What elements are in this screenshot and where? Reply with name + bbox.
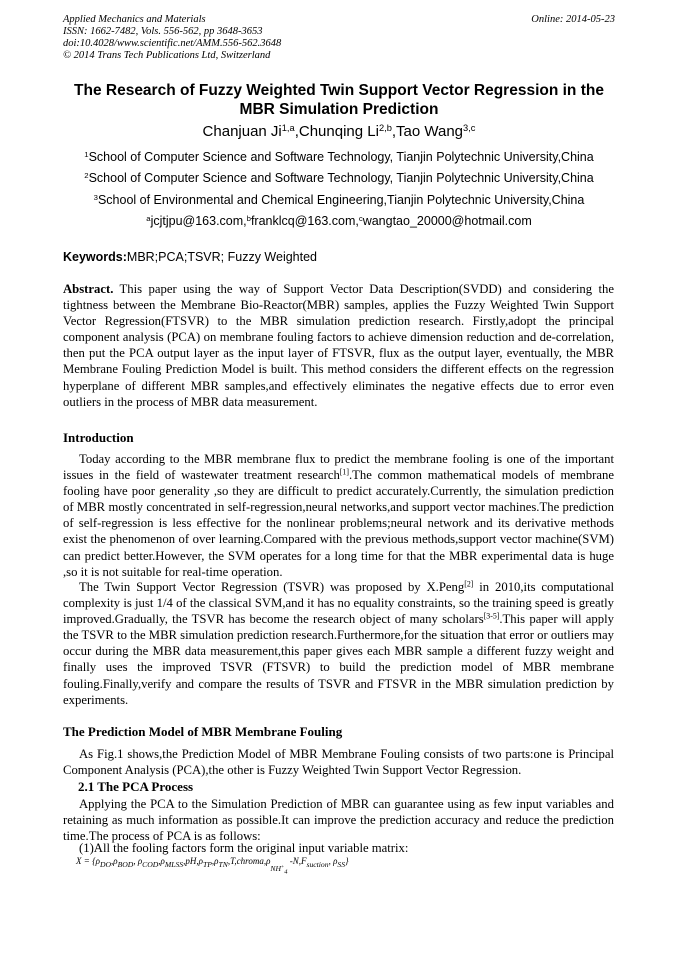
formula-subscript: MLSS [164,860,184,870]
affiliation-text: School of Computer Science and Software Technology, Tianjin Polytechnic University,China [88,171,594,185]
formula-subscript: SS [337,860,346,870]
input-variable-matrix-formula [76,856,349,875]
formula-superscript: + [281,865,285,871]
affiliation-sup: 2 [84,170,89,180]
email-sup: c [358,213,363,223]
abstract [63,281,614,410]
pca-step-1: (1)All the fooling factors form the original input variable matrix: [79,841,409,855]
email-line [0,214,678,228]
author-sup: 1,a [281,122,295,133]
formula-text: ,F [298,856,307,866]
paragraph-text: Today according to the MBR membrane flux to predict the membrane fooling is one of the important issues in the field of wastewater treatment research [63,452,614,483]
affiliation-2 [0,171,678,185]
keywords-label: Keywords: [63,250,127,264]
author-sup: 2,b [378,122,392,133]
copyright-line: © 2014 Trans Tech Publications Ltd, Switzerland [63,50,271,61]
author-sup: 3,c [463,122,476,133]
model-paragraph-1: As Fig.1 shows,the Prediction Model of MBR Membrane Fouling consists of two parts:one is Principal Component Analysis (PCA),the other is Fuzzy Weighted Twin Support Vector Regression. [63,747,614,778]
affiliation-sup: 3 [93,192,98,202]
paragraph-text: The Twin Support Vector Regression (TSVR) was proposed by X.Peng [79,580,465,594]
paragraph-text: .The common mathematical models of membrane fooling have poor generality ,so they are difficult to predict accurately.Currently, the simulation prediction of MBR mostly concentrated in self-regression,neural networks,and support vector machines.The prediction of self-regression is less effective for the nonlinear problems;neural network and its derivative methods exist the phenomenon of over learning.Compared with the previous methods,support vector machine(SVM) can predict better.However, the SVM operates for a long time for that the MBR experimental data is huge ,so it is not suitable for real-time operation. [63,468,614,579]
formula-text: X = { [76,856,96,866]
keywords [63,250,317,264]
online-date: Online: 2014-05-23 [531,14,615,25]
formula-subscript: DO [100,860,112,870]
formula-subscript: suction [306,860,329,870]
formula-text: ρ [95,856,100,866]
affiliation-3 [0,193,678,207]
paragraph-text: .This paper will apply the TSVR to the MBR simulation prediction research.Furthermore,for the situation that error or outliers may occur during the MBR data measurement,this paper gives each MBR sample a different fuzzy weight and finally uses the improved TSVR (FTSVR) to build the prediction model of MBR membrane fouling.Finally,verify and compare the results of TSVR and FTSVR in the MBR simulation prediction by experiments. [63,612,614,707]
formula-text: ,ρ [158,856,165,866]
doi-line: doi:10.4028/www.scientific.net/AMM.556-562.3648 [63,38,282,49]
section-heading-introduction: Introduction [63,430,134,445]
formula-subscript: TN [218,860,228,870]
citation[interactable]: [1] [339,467,349,477]
abstract-text: This paper using the way of Support Vector Data Description(SVDD) and considering the tightness between the Membrane Bio-Reactor(MBR) samples, applies the Fuzzy Weighted Twin Support Vector Regression(FTSVR) to the MBR simulation prediction research. Firstly,adopt the principal component analysis (PCA) on membrane fouling factors to achieve dimension reduction and de-correlation, then put the PCA output layer as the input layer of FTSVR, flux as the output layer, eventually, the MBR Membrane Fouling Prediction Model is built. This method considers the different effects on the regression hyperplane of different MBR samples,and effectively eliminates the negative effects due to error even outliers in the process of MBR data measurement. [63,282,614,409]
paper-title: The Research of Fuzzy Weighted Twin Support Vector Regression in the MBR Simulation Prediction [74,82,604,118]
affiliation-sup: 1 [84,149,89,159]
formula-text: , ρ [328,856,338,866]
formula-subscript: BOD [117,860,134,870]
email-link[interactable]: franklcq@163.com, [250,214,359,228]
email-sup: a [146,213,151,223]
affiliation-1 [0,150,678,164]
author-list: Chanjuan Ji$^{1,a}$,Chunqing Li$^{2,b}$,Tao Wang$^{3,c}$ [202,122,476,140]
section-heading-model: The Prediction Model of MBR Membrane Fouling [63,724,343,739]
affiliation-text: School of Computer Science and Software Technology, Tianjin Polytechnic University,China [88,150,594,164]
formula-subscript-index: 4 [284,868,288,876]
keywords-text: MBR;PCA;TSVR; Fuzzy Weighted [126,250,318,264]
formula-text: ρ [198,856,203,866]
formula-subscript [270,863,288,876]
paragraph-text: in 2010,its computational complexity is just 1/4 of the classical SVM,and it has no equality constraints, so the training speed is greatly improved.Gradually, the TSVR has become the research object of many scholars [63,580,614,627]
author-name: Chunqing Li [298,123,379,140]
intro-paragraph-2 [63,579,614,708]
formula-text: -N [287,856,299,866]
abstract-label: Abstract. [63,282,114,296]
subsection-heading-pca: 2.1 The PCA Process [78,779,194,794]
formula-subscript: COD [142,860,159,870]
email-link[interactable]: wangtao_20000@hotmail.com [362,214,532,228]
citation[interactable]: [3-5] [483,611,500,621]
formula-text: ,ρ [111,856,118,866]
citation[interactable]: [2] [464,579,474,589]
formula-subscript: TP [202,860,212,870]
formula-text: , ρ [133,856,143,866]
email-sup: b [246,213,251,223]
issn-line: ISSN: 1662-7482, Vols. 556-562, pp 3648-3653 [63,26,263,37]
formula-text: ,ρ [211,856,219,866]
intro-paragraph-1 [63,451,614,580]
affiliation-text: School of Environmental and Chemical Engineering,Tianjin Polytechnic University,China [97,193,585,207]
journal-name: Applied Mechanics and Materials [63,14,206,25]
formula-text: ,T,chroma,ρ [227,856,271,866]
pca-paragraph: Applying the PCA to the Simulation Prediction of MBR can guarantee using as few input variables and retaining as much information as possible.It can improve the prediction accuracy and reduce the prediction time.The process of PCA is as follows: [63,797,614,844]
journal-header [63,14,281,62]
formula-text: ,pH, [183,856,199,866]
author-name: Chanjuan Ji [202,123,282,140]
email-link[interactable]: jcjtjpu@163.com, [150,214,247,228]
formula-text: } [345,856,349,866]
author-name: Tao Wang [396,123,464,140]
formula-subscript-text: NH [270,863,282,873]
